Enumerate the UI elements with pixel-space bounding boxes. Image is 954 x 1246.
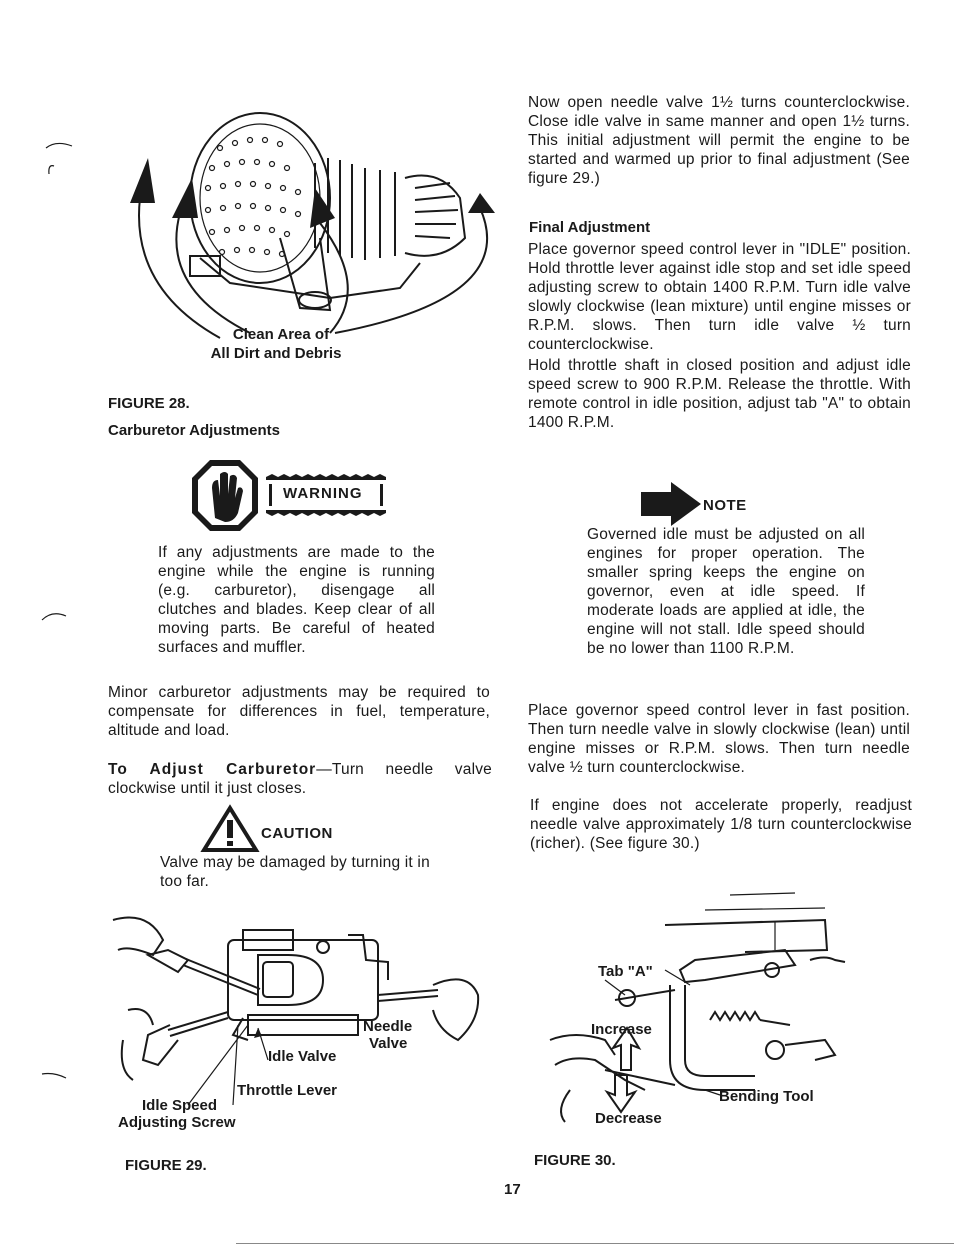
needle-valve-label [363,1018,412,1052]
warning-label: WARNING [283,485,363,502]
adjust-carburetor-heading: To Adjust Carburetor [108,761,317,778]
increase-label: Increase [591,1021,652,1038]
figure-28-engine-illustration [100,88,500,358]
warning-text: If any adjustments are made to the engine while the engine is running (e.g. carburetor), disengage all clutches and blades. Keep clear of all moving parts. Be careful of heated surfaces and muffler. [158,544,435,656]
callout-line-1: Clean Area of [232,326,330,343]
figure-28-number: FIGURE 28. [108,395,190,412]
idle-speed-screw-label [118,1097,236,1131]
margin-mark-bottom [40,1070,70,1080]
figure-28-callout [196,326,356,362]
note-text: Governed idle must be adjusted on all engines for proper operation. The smaller spring keeps the engine on governor, even at idle speed. If moderate loads are applied at idle, the engine will not stall. Idle speed should be no lower than 1100 R.P.M. [587,526,865,657]
decrease-label: Decrease [595,1110,662,1127]
accelerate-paragraph: If engine does not accelerate properly, readjust needle valve approximately 1/8 turn counterclockwise (richer). (See figure 30.) [530,797,912,852]
idle-speed-line-2: Adjusting Screw [118,1114,236,1131]
idle-speed-line-1: Idle Speed [142,1097,218,1114]
caution-label: CAUTION [261,825,333,842]
caution-triangle-icon [202,806,258,852]
footer-rule [236,1243,954,1244]
callout-line-2: All Dirt and Debris [210,345,342,362]
needle-valve-line-2: Valve [369,1035,408,1052]
note-label: NOTE [703,497,747,514]
throttle-lever-label: Throttle Lever [237,1082,338,1099]
figure-29-carburetor-illustration [108,900,488,1100]
margin-mark-mid [40,606,70,626]
figure-30-governor-illustration [535,890,865,1120]
margin-mark-top [44,136,74,176]
needle-valve-line-1: Needle [363,1018,413,1035]
tab-a-label: Tab "A" [598,963,653,980]
idle-valve-label: Idle Valve [268,1048,337,1065]
caution-text: Valve may be damaged by turning it in too far. [160,854,430,890]
bending-tool-label: Bending Tool [719,1088,814,1105]
adjust-carburetor-paragraph [108,760,492,798]
figure-29-number: FIGURE 29. [125,1157,207,1174]
final-adjustment-heading: Final Adjustment [529,219,651,236]
page-number: 17 [504,1181,521,1198]
warning-hand-icon [190,458,260,533]
minor-adjustments-paragraph: Minor carburetor adjustments may be required to compensate for differences in fuel, temperature, altitude and load. [108,684,490,739]
fast-position-paragraph: Place governor speed control lever in fast position. Then turn needle valve in slowly clockwise (lean) until engine misses or R.P.M. slows. Then turn needle valve ½ turn counterclockwise. [528,702,910,776]
figure-30-number: FIGURE 30. [534,1152,616,1169]
note-arrow-icon [641,482,703,526]
open-needle-valve-paragraph: Now open needle valve 1½ turns counterclockwise. Close idle valve in same manner and open 1½ turns. This initial adjustment will permit the engine to be started and warmed up prior to final adjustment (See figure 29.) [528,94,910,187]
figure-28-caption: Carburetor Adjustments [108,422,280,439]
final-adjustment-paragraph-2: Hold throttle shaft in closed position and adjust idle speed screw to 900 R.P.M. Release the throttle. With remote control in idle position, adjust tab "A" to obtain 1400 R.P.M. [528,357,911,431]
adjust-carburetor-text: —Turn needle valve clockwise until it just closes. [108,761,492,797]
final-adjustment-paragraph-1: Place governor speed control lever in "IDLE" position. Hold throttle lever against idle stop and set idle speed adjusting screw to obtain 1400 R.P.M. Turn idle valve slowly clockwise (lean mixture) until engine misses or R.P.M. slows. Then turn idle valve ½ turn counterclockwise. [528,241,911,353]
